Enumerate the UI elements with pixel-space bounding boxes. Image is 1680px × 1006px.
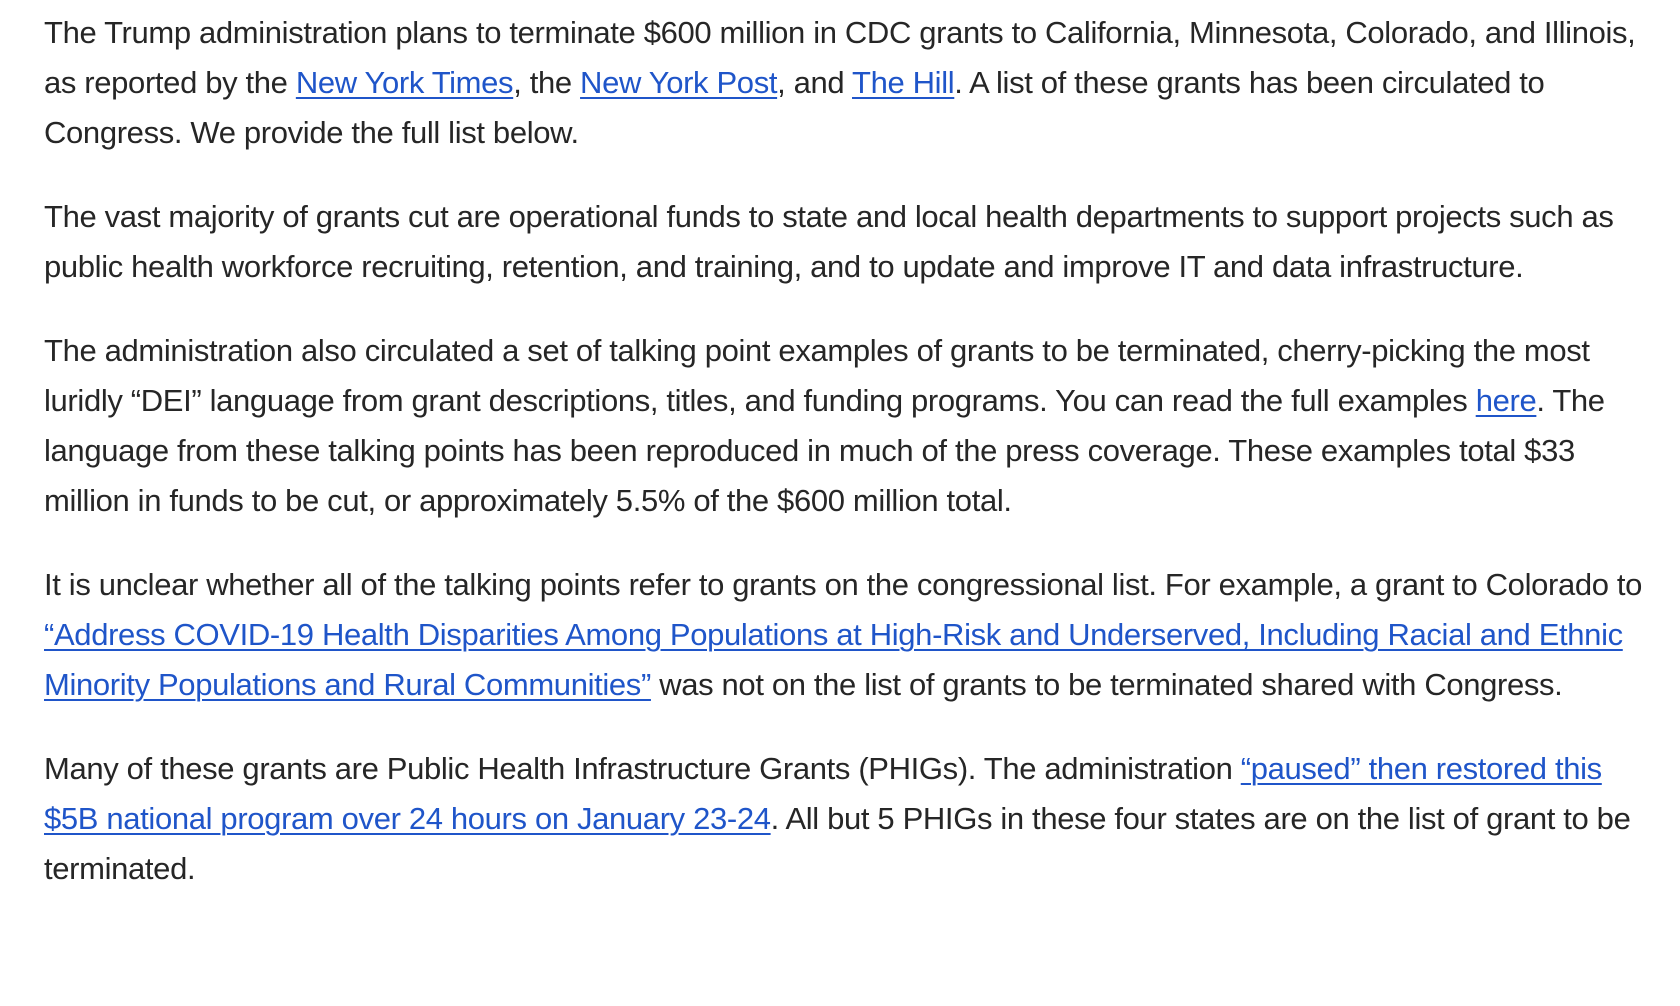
text-segment: was not on the list of grants to be terminated shared with Congress. xyxy=(650,667,1563,702)
text-segment: The Trump administration plans to terminate $600 million in CDC grants to California, Minnesota, Colorado, and Illinois, as reported by the xyxy=(44,15,1636,100)
examples-here-link[interactable]: here xyxy=(1475,383,1537,418)
paragraph-intro xyxy=(44,8,1659,158)
text-segment: The administration also circulated a set of talking point examples of grants to be terminated, cherry-picking the most luridly “DEI” language from grant descriptions, titles, and funding programs. You can read the full examples xyxy=(44,333,1590,418)
text-segment: . A list of these grants has been circulated to Congress. We provide the full list below. xyxy=(44,65,1545,150)
paused-restored-program-link[interactable]: “paused” then restored this $5B national program over 24 hours on January 23-24 xyxy=(44,751,1602,836)
paragraph-grant-types xyxy=(44,192,1659,292)
paragraph-talking-points xyxy=(44,326,1659,526)
paragraph-congressional-list xyxy=(44,560,1659,710)
new-york-post-link[interactable]: New York Post xyxy=(580,65,778,100)
the-hill-link[interactable]: The Hill xyxy=(852,65,955,100)
article-body xyxy=(44,8,1659,928)
covid-disparities-grant-link[interactable]: “Address COVID-19 Health Disparities Among Populations at High-Risk and Underserved, Including Racial and Ethnic Minority Populations and Rural Communities” xyxy=(44,617,1623,702)
text-segment: . All but 5 PHIGs in these four states are on the list of grant to be terminated. xyxy=(44,801,1631,886)
text-segment: The vast majority of grants cut are operational funds to state and local health departments to support projects such as public health workforce recruiting, retention, and training, and to update and improve IT and data infrastructure. xyxy=(44,199,1614,284)
text-segment: Many of these grants are Public Health Infrastructure Grants (PHIGs). The administration xyxy=(44,751,1241,786)
text-segment: It is unclear whether all of the talking points refer to grants on the congressional list. For example, a grant to Colorado to xyxy=(44,567,1643,602)
paragraph-phigs xyxy=(44,744,1659,894)
new-york-times-link[interactable]: New York Times xyxy=(295,65,514,100)
text-segment: , and xyxy=(777,65,853,100)
text-segment: , the xyxy=(513,65,581,100)
text-segment: . The language from these talking points has been reproduced in much of the press coverage. These examples total $33 million in funds to be cut, or approximately 5.5% of the $600 million total. xyxy=(44,383,1605,518)
